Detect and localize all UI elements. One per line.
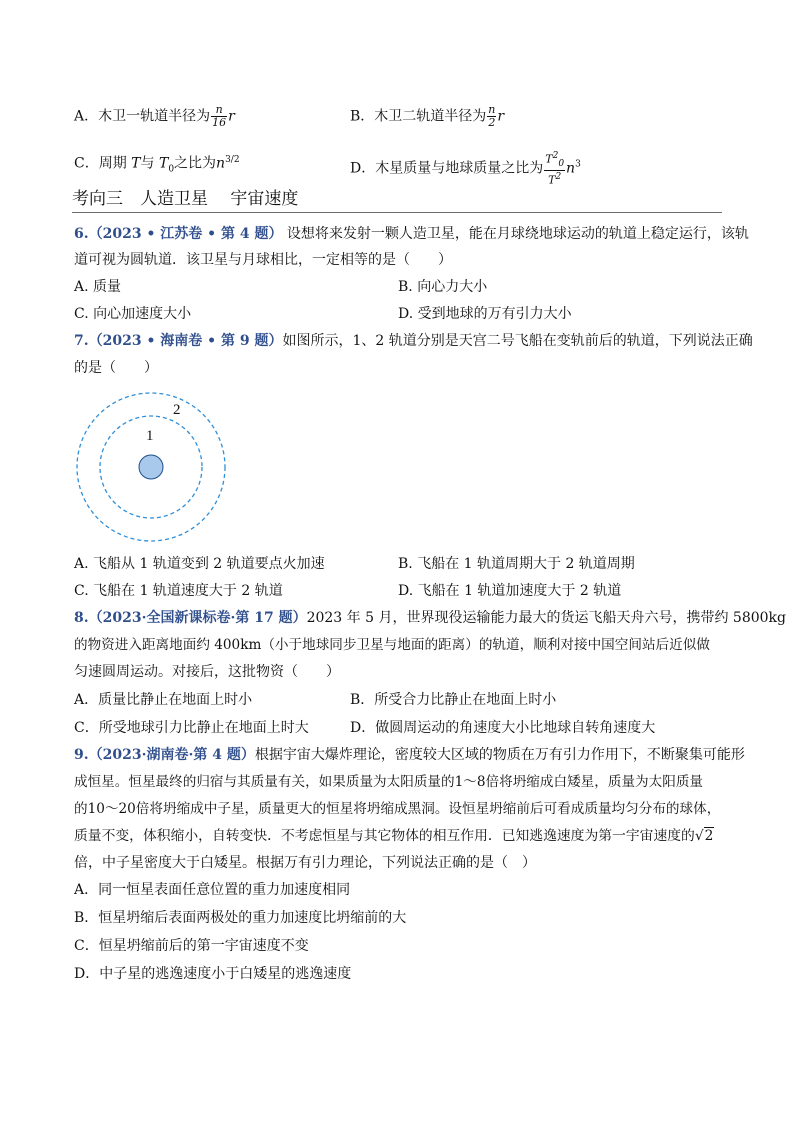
fraction-num [544, 150, 565, 171]
q8-option-d: D．做圆周运动的角速度大小比地球自转角速度大 [350, 720, 656, 736]
question-9-stem-cont2: 的10～20倍将坍缩成中子星，质量更大的恒星将坍缩成黑洞。设恒星坍缩前后可看成质量均匀分布的球体， [74, 801, 721, 817]
sqrt-expression: √2 [694, 828, 714, 844]
q8-option-a: A．质量比静止在地面上时小 [74, 692, 253, 708]
fraction [544, 150, 565, 187]
question-text: 根据宇宙大爆炸理论，密度较大区域的物质在万有引力作用下，不断聚集可能形 [254, 747, 745, 763]
option-label: A． [74, 108, 99, 125]
option-label: D． [350, 160, 376, 177]
orbit-diagram [72, 390, 232, 550]
question-source: （2023 • 海南卷 • 第 9 题） [88, 333, 283, 349]
question-6-stem-cont: 道可视为圆轨道．该卫星与月球相比，一定相等的是（ ） [74, 252, 452, 268]
question-7-stem-cont: 的是（ ） [74, 360, 158, 376]
question-number: 8. [74, 610, 89, 626]
variable: r [497, 108, 505, 125]
exponent: 3 [575, 159, 581, 170]
option-a [74, 104, 235, 129]
question-number: 7. [74, 333, 89, 349]
option-b [350, 104, 504, 129]
exponent: 2 [552, 151, 559, 161]
question-8-stem-cont2: 匀速圆周运动。对接后，这批物资（ ） [74, 664, 340, 680]
q9-option-d: D．中子星的逃逸速度小于白矮星的逃逸速度 [74, 966, 352, 982]
q7-option-c: C. 飞船在 1 轨道速度大于 2 轨道 [74, 583, 283, 599]
option-text: 木卫二轨道半径为 [374, 108, 487, 125]
q7-option-d: D. 飞船在 1 轨道加速度大于 2 轨道 [398, 583, 622, 599]
option-label: C． [74, 155, 99, 172]
section-title: 考向三 人造卫星 宇宙速度 [72, 186, 722, 213]
exponent: 2 [555, 171, 562, 182]
exponent: 3/2 [225, 155, 240, 165]
option-text: 木星质量与地球质量之比为 [375, 160, 544, 177]
variable: n [566, 160, 576, 177]
question-source: （2023·全国新课标卷·第 17 题） [88, 610, 307, 626]
option-text: 之比为 [174, 155, 217, 172]
question-number: 6. [74, 226, 89, 242]
question-text: 质量不变，体积缩小，自转变快．不考虑恒星与其它物体的相互作用．已知逃逸速度为第一宇宙速度的 [74, 828, 695, 844]
question-source: （2023·湖南卷·第 4 题） [88, 747, 255, 763]
question-9-stem [74, 745, 745, 765]
q8-option-c: C．所受地球引力比静止在地面上时大 [74, 720, 309, 736]
q9-option-a: A．同一恒星表面任意位置的重力加速度相同 [74, 882, 351, 898]
variable: T [545, 152, 553, 166]
fraction [487, 104, 496, 129]
question-8-stem-cont: 的物资进入距离地面约 400km（小于地球同步卫星与地面的距离）的轨道，顺利对接中国空间站后近似做 [74, 637, 710, 653]
q6-option-a: A. 质量 [74, 279, 122, 295]
question-6-stem [74, 224, 749, 244]
q6-option-b: B. 向心力大小 [398, 279, 488, 295]
variable: n [216, 155, 226, 172]
variable: T [158, 155, 169, 172]
option-text: 与 [140, 155, 155, 172]
subscript: 0 [168, 164, 175, 175]
fraction-den: 16 [212, 116, 227, 129]
subscript: 0 [558, 158, 565, 169]
question-9-stem-cont: 成恒星。恒星最终的归宿与其质量有关，如果质量为太阳质量的1～8倍将坍缩成白矮星，质量为太阳质量 [74, 774, 704, 790]
option-d [350, 150, 581, 187]
q6-option-d: D. 受到地球的万有引力大小 [398, 306, 572, 322]
option-label: B． [350, 108, 375, 125]
fraction-num: n [488, 103, 496, 116]
question-source: （2023 • 江苏卷 • 第 4 题） [88, 226, 283, 242]
option-text: 周期 [98, 155, 127, 172]
q6-option-c: C. 向心加速度大小 [74, 306, 192, 322]
variable: T [548, 173, 556, 187]
q9-option-c: C．恒星坍缩前后的第一宇宙速度不变 [74, 938, 309, 954]
q9-option-b: B．恒星坍缩后表面两极处的重力加速度比坍缩前的大 [74, 910, 407, 926]
orbit-1-label: 1 [146, 428, 154, 444]
option-c [74, 150, 240, 179]
question-9-stem-cont3 [74, 826, 714, 846]
fraction [211, 104, 227, 129]
option-text: 木卫一轨道半径为 [98, 108, 211, 125]
q7-option-b: B. 飞船在 1 轨道周期大于 2 轨道周期 [398, 556, 635, 572]
fraction-den: 2 [488, 116, 496, 129]
fraction-num: n [211, 104, 227, 117]
orbit-2-label: 2 [173, 402, 181, 418]
question-7-stem [74, 331, 753, 351]
sqrt-radicand: 2 [704, 828, 714, 844]
variable: r [228, 108, 235, 125]
q7-option-a: A. 飞船从 1 轨道变到 2 轨道要点火加速 [74, 556, 325, 572]
question-number: 9. [74, 747, 89, 763]
variable: T [131, 155, 141, 172]
question-text: 2023 年 5 月，世界现役运输能力最大的货运飞船天舟六号，携带约 5800kg [306, 610, 786, 626]
earth-icon [139, 455, 163, 479]
question-8-stem [74, 608, 786, 628]
q8-option-b: B．所受合力比静止在地面上时小 [350, 692, 557, 708]
question-text: 设想将来发射一颗人造卫星，能在月球绕地球运动的轨道上稳定运行，该轨 [282, 226, 749, 242]
question-text: 如图所示，1、2 轨道分别是天宫二号飞船在变轨前后的轨道，下列说法正确 [282, 333, 753, 349]
fraction-den [544, 171, 565, 187]
question-9-stem-cont4: 倍，中子星密度大于白矮星。根据万有引力理论，下列说法正确的是（ ） [74, 855, 536, 871]
